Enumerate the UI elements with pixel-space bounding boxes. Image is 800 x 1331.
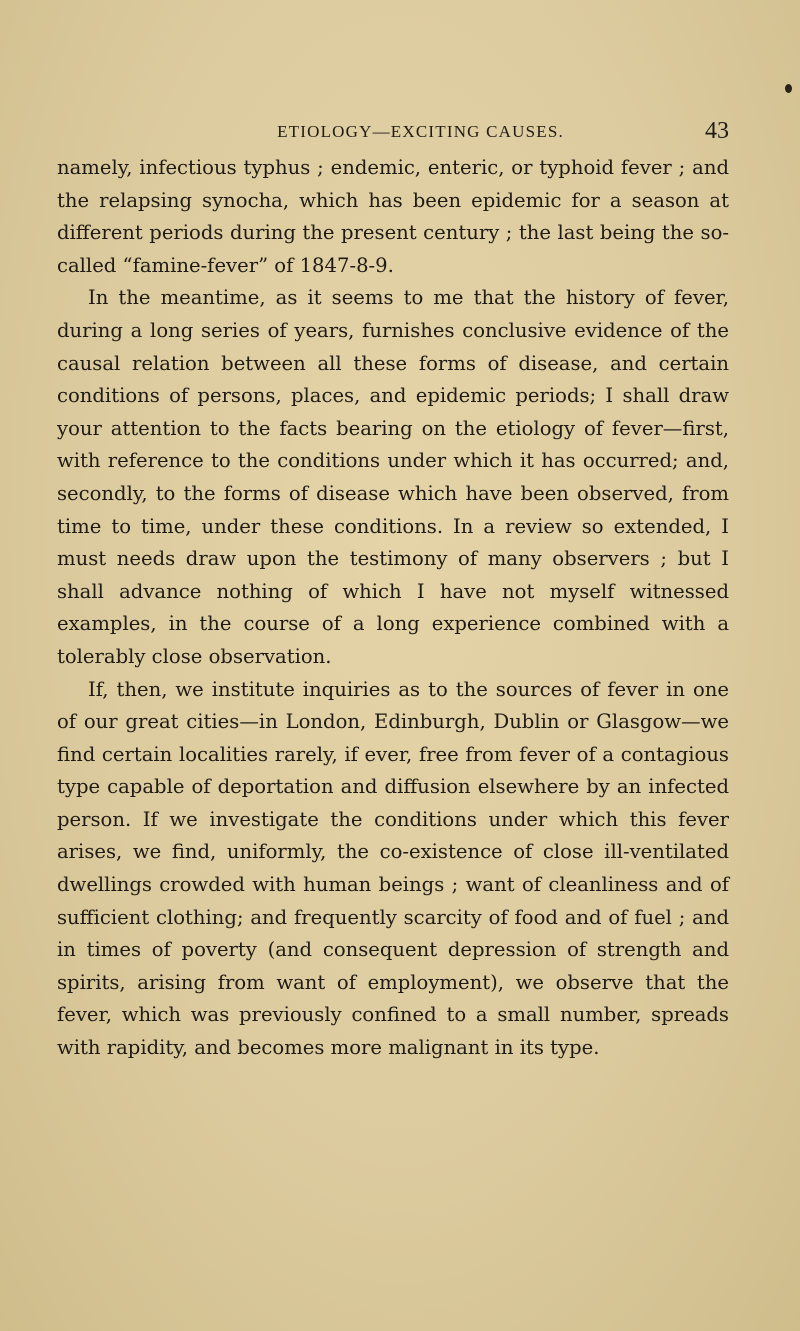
paragraph-3: If, then, we institute inquiries as to the sources of fever in one of our great cities—in London, Edinburgh, Dublin or Glasgow—we find certain localities rarely, if ever, free from fever of a contagious type capable of deportation and diffusion elsewhere by an infected person. If we investigate the conditions under which this fever arises, we find, uniformly, the co-existence of close ill-ventilated dwellings crowded with human beings ; want of cleanliness and of sufficient clothing; and frequently scarcity of food and of fuel ; and in times of poverty (and consequent depression of strength and spirits, arising from want of employment), we observe that the fever, which was previously confined to a small number, spreads with rapidity, and becomes more malignant in its type.: [57, 677, 729, 1060]
ink-speck: [785, 84, 792, 93]
page-header: [112, 118, 729, 148]
body-text: [57, 152, 729, 1065]
paragraph-2: In the meantime, as it seems to me that the history of fever, during a long series of years, furnishes conclusive evidence of the causal relation between all these forms of disease, and certain conditions of persons, places, and epidemic periods; I shall draw your attention to the facts bearing on the etiology of fever—first, with reference to the conditions under which it has occurred; and, secondly, to the forms of disease which have been observed, from time to time, under these conditions. In a review so extended, I must needs draw upon the testimony of many observers ; but I shall advance nothing of which I have not myself witnessed examples, in the course of a long experience combined with a tolerably close observation.: [57, 286, 729, 668]
running-head: ETIOLOGY—EXCITING CAUSES.: [277, 122, 564, 141]
paragraph-1: namely, infectious typhus ; endemic, enteric, or typhoid fever ; and the relapsing synocha, which has been epidemic for a season at different periods during the present century ; the last being the so-called “famine-fever” of 1847-8-9.: [57, 156, 729, 277]
page-number: 43: [705, 118, 729, 144]
